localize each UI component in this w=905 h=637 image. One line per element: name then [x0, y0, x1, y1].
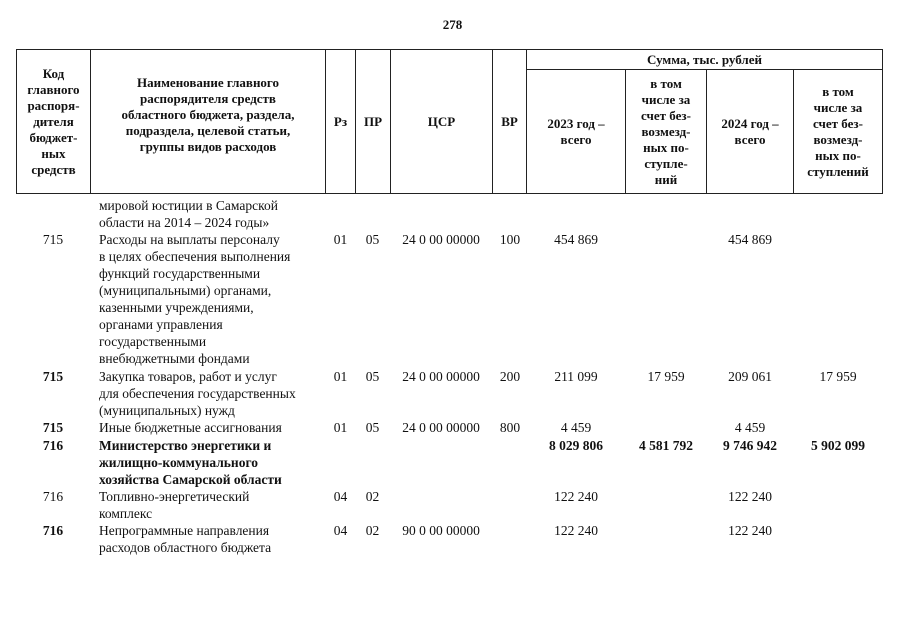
- row-csr: 24 0 00 00000: [402, 232, 480, 247]
- header-2023-total-text: 2023 год – всего: [547, 115, 605, 147]
- row-rz: 01: [333, 420, 348, 435]
- row-sum-2024: 454 869: [728, 232, 772, 247]
- row-sum-2024: 122 240: [728, 523, 772, 538]
- row-sum-2023: 8 029 806: [549, 438, 603, 453]
- row-name: Министерство энергетики и жилищно-коммунального хозяйства Самарской области: [99, 438, 282, 487]
- row-name: Непрограммные направления расходов областного бюджета: [99, 523, 272, 555]
- header-2023-bezv: [626, 70, 706, 193]
- row-sum-2023: 454 869: [554, 232, 598, 247]
- row-vr: 800: [499, 420, 521, 435]
- row-pr: 02: [365, 489, 380, 504]
- header-name: [91, 50, 325, 180]
- col-border: [882, 49, 883, 194]
- header-2023-bezv-text: в том числе за счет без- возмезд- ных по- ступле- ний: [641, 75, 691, 187]
- row-code: 715: [42, 420, 64, 435]
- row-pr: 05: [365, 420, 380, 435]
- header-2024-bezv: [794, 70, 882, 193]
- header-name-text: Наименование главного распорядителя средств областного бюджета, раздела, подраздела, целевой статьи, группы видов расходов: [121, 75, 295, 154]
- row-sum-2024: 209 061: [728, 369, 772, 384]
- row-code: 716: [42, 489, 64, 504]
- row-rz: 01: [333, 369, 348, 384]
- row-name: мировой юстиции в Самарской области на 2014 – 2024 годы»: [99, 198, 278, 230]
- header-2024-total: [707, 70, 793, 193]
- row-name: Иные бюджетные ассигнования: [99, 420, 282, 435]
- row-sum-2024: 122 240: [728, 489, 772, 504]
- row-rz: 04: [333, 523, 348, 538]
- header-2023-total: [527, 70, 625, 193]
- row-code: 716: [42, 438, 64, 453]
- row-sum-2024: 4 459: [734, 420, 766, 435]
- row-csr: 24 0 00 00000: [402, 420, 480, 435]
- header-2024-total-text: 2024 год – всего: [721, 115, 779, 147]
- row-code: 715: [42, 232, 64, 247]
- header-2024-bezv-text: в том числе за счет без- возмезд- ных по- ступлений: [807, 83, 869, 179]
- row-pr: 05: [365, 232, 380, 247]
- row-csr: 90 0 00 00000: [402, 523, 480, 538]
- header-csr: [391, 50, 492, 193]
- row-code: 716: [42, 523, 64, 538]
- header-sum-group: [527, 50, 882, 69]
- header-code-text: Код главного распоря- дителя бюджет- ных средств: [27, 65, 80, 177]
- row-vr: 200: [499, 369, 521, 384]
- row-sum-2023: 4 459: [560, 420, 592, 435]
- header-sum-group-text: Сумма, тыс. рублей: [647, 51, 762, 67]
- header-pr-text: ПР: [363, 113, 383, 129]
- row-sum-2023: 122 240: [554, 523, 598, 538]
- row-name: Закупка товаров, работ и услуг для обеспечения государственных (муниципальных) нужд: [99, 369, 296, 418]
- header-pr: [356, 50, 390, 193]
- row-sum-2023-bezv: 17 959: [647, 369, 685, 384]
- row-pr: 02: [365, 523, 380, 538]
- page-number: 278: [442, 17, 463, 32]
- header-bottom-border: [16, 193, 882, 194]
- row-sum-2023-bezv: 4 581 792: [639, 438, 693, 453]
- header-vr-text: ВР: [501, 113, 518, 129]
- row-rz: 04: [333, 489, 348, 504]
- row-csr: 24 0 00 00000: [402, 369, 480, 384]
- row-sum-2024-bezv: 5 902 099: [811, 438, 865, 453]
- row-name: Топливно-энергетический комплекс: [99, 489, 250, 521]
- header-vr: [493, 50, 526, 193]
- row-sum-2024-bezv: 17 959: [819, 369, 857, 384]
- row-pr: 05: [365, 369, 380, 384]
- row-code: 715: [42, 369, 64, 384]
- row-sum-2023: 211 099: [554, 369, 598, 384]
- row-sum-2024: 9 746 942: [723, 438, 777, 453]
- header-rz-text: Рз: [333, 113, 348, 129]
- row-name: Расходы на выплаты персоналу в целях обеспечения выполнения функций государственными (муниципальными) органами, казенными учреждениями, органами управления государственными внебюджетными фондами: [99, 232, 291, 366]
- row-rz: 01: [333, 232, 348, 247]
- row-vr: 100: [499, 232, 521, 247]
- header-code: [17, 50, 90, 193]
- header-rz: [326, 50, 355, 193]
- header-csr-text: ЦСР: [427, 113, 456, 129]
- row-sum-2023: 122 240: [554, 489, 598, 504]
